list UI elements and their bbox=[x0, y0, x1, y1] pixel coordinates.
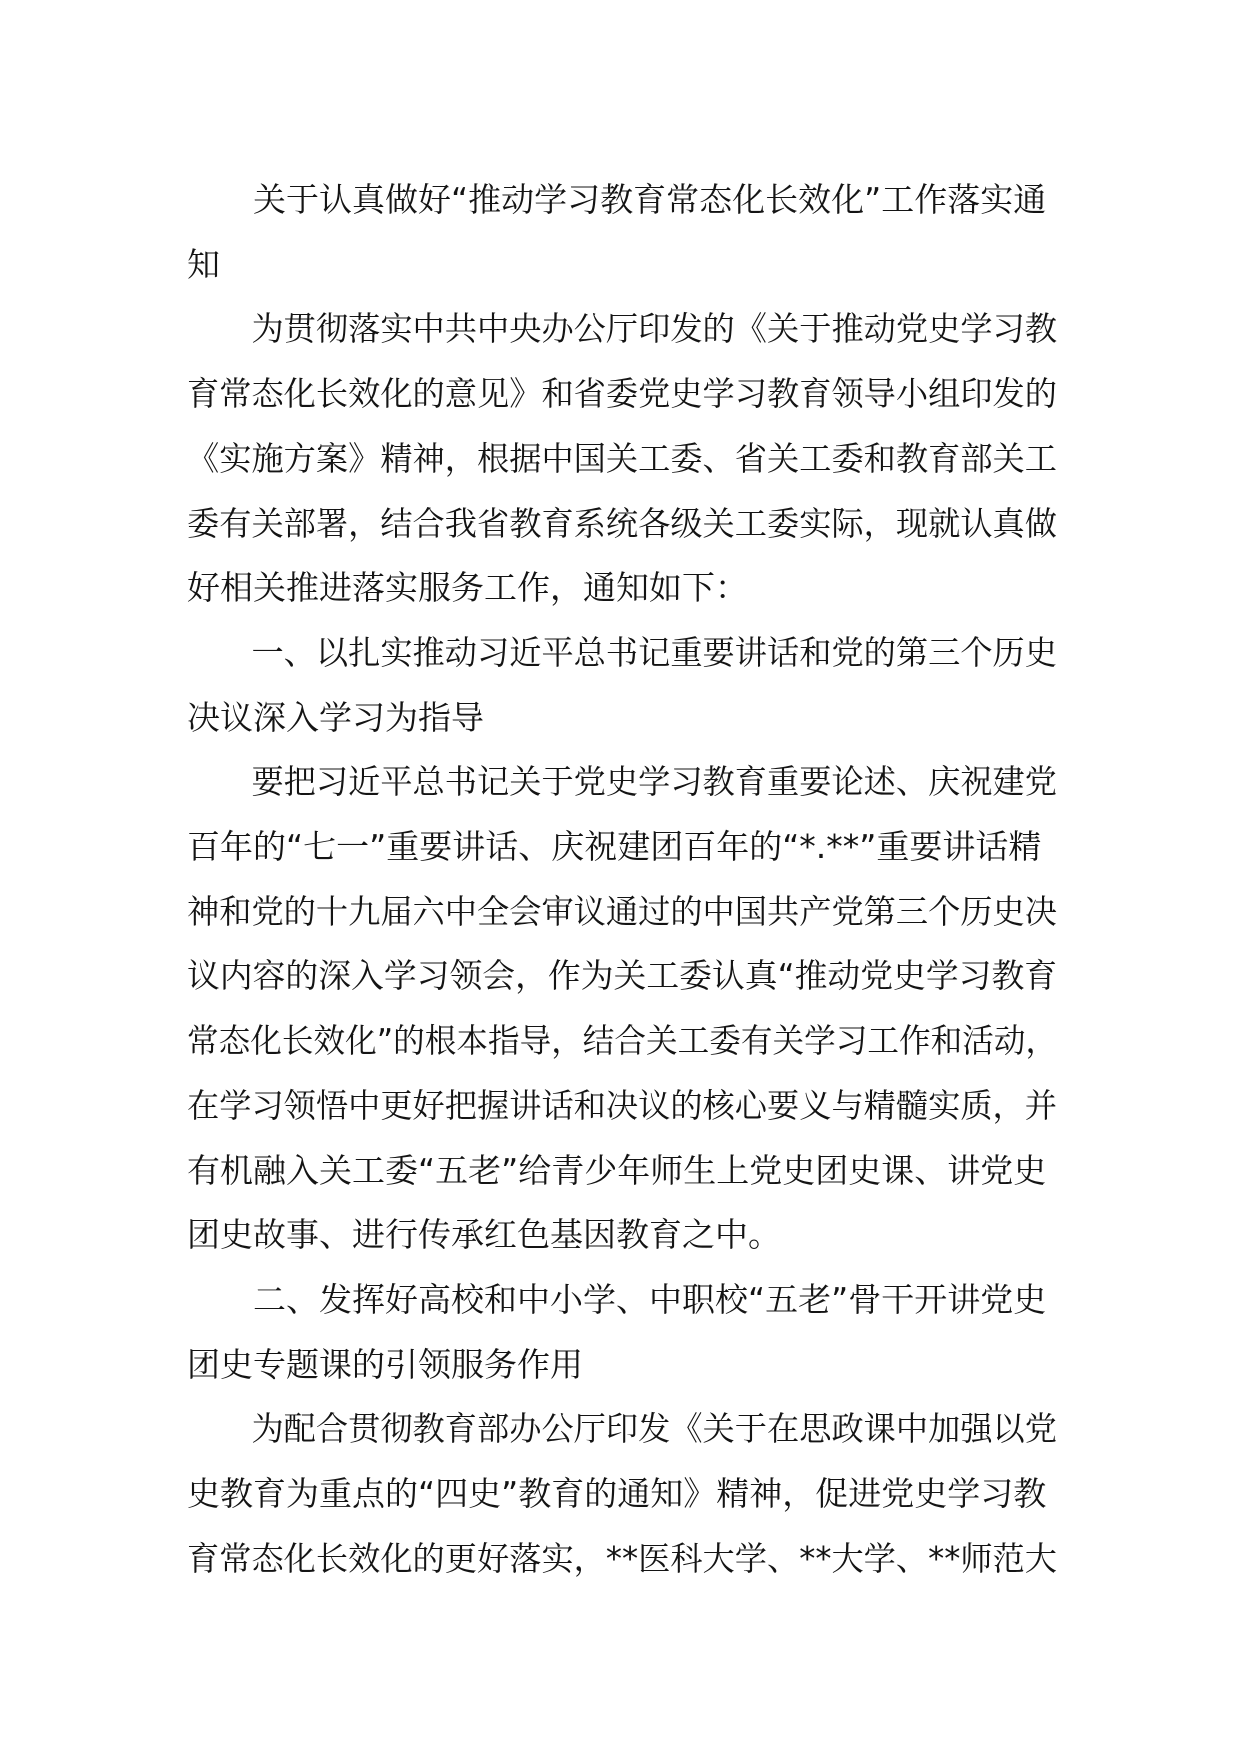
paragraph-line: 史教育为重点的“四史”教育的通知》精神，促进党史学习教 bbox=[187, 1474, 1047, 1514]
paragraph-line: 为贯彻落实中共中央办公厅印发的《关于推动党史学习教 bbox=[251, 309, 1057, 349]
title-line: 关于认真做好“推动学习教育常态化长效化”工作落实通 bbox=[253, 180, 1047, 219]
paragraph-line: 议内容的深入学习领会，作为关工委认真“推动党史学习教育 bbox=[187, 956, 1058, 996]
paragraph-line: 要把习近平总书记关于党史学习教育重要论述、庆祝建党 bbox=[251, 762, 1057, 802]
title-line: 知 bbox=[187, 244, 220, 284]
section-heading-line: 二、发挥好高校和中小学、中职校“五老”骨干开讲党史 bbox=[253, 1279, 1047, 1319]
paragraph-line: 有机融入关工委“五老”给青少年师生上党史团史课、讲党史 bbox=[187, 1150, 1047, 1190]
paragraph-line: 《实施方案》精神，根据中国关工委、省关工委和教育部关工 bbox=[187, 438, 1057, 478]
document-body bbox=[187, 168, 1057, 1591]
section-heading-line: 决议深入学习为指导 bbox=[187, 697, 484, 737]
paragraph-line: 委有关部署，结合我省教育系统各级关工委实际，现就认真做 bbox=[187, 503, 1057, 543]
paragraph-line: 在学习领悟中更好把握讲话和决议的核心要义与精髓实质，并 bbox=[187, 1085, 1057, 1125]
paragraph-line: 常态化长效化”的根本指导，结合关工委有关学习工作和活动， bbox=[187, 1021, 1058, 1061]
paragraph-line: 育常态化长效化的更好落实，**医科大学、**大学、**师范大 bbox=[187, 1538, 1057, 1578]
paragraph-line: 团史故事、进行传承红色基因教育之中。 bbox=[187, 1215, 781, 1255]
paragraph-line: 为配合贯彻教育部办公厅印发《关于在思政课中加强以党 bbox=[251, 1409, 1057, 1449]
paragraph-line: 神和党的十九届六中全会审议通过的中国共产党第三个历史决 bbox=[187, 891, 1057, 931]
section-heading-line: 一、以扎实推动习近平总书记重要讲话和党的第三个历史 bbox=[251, 632, 1057, 672]
section-heading-line: 团史专题课的引领服务作用 bbox=[187, 1344, 583, 1384]
paragraph-line: 育常态化长效化的意见》和省委党史学习教育领导小组印发的 bbox=[187, 374, 1057, 414]
paragraph-line: 好相关推进落实服务工作，通知如下： bbox=[187, 568, 748, 608]
paragraph-line: 百年的“七一”重要讲话、庆祝建团百年的“*.**”重要讲话精 bbox=[187, 827, 1042, 867]
